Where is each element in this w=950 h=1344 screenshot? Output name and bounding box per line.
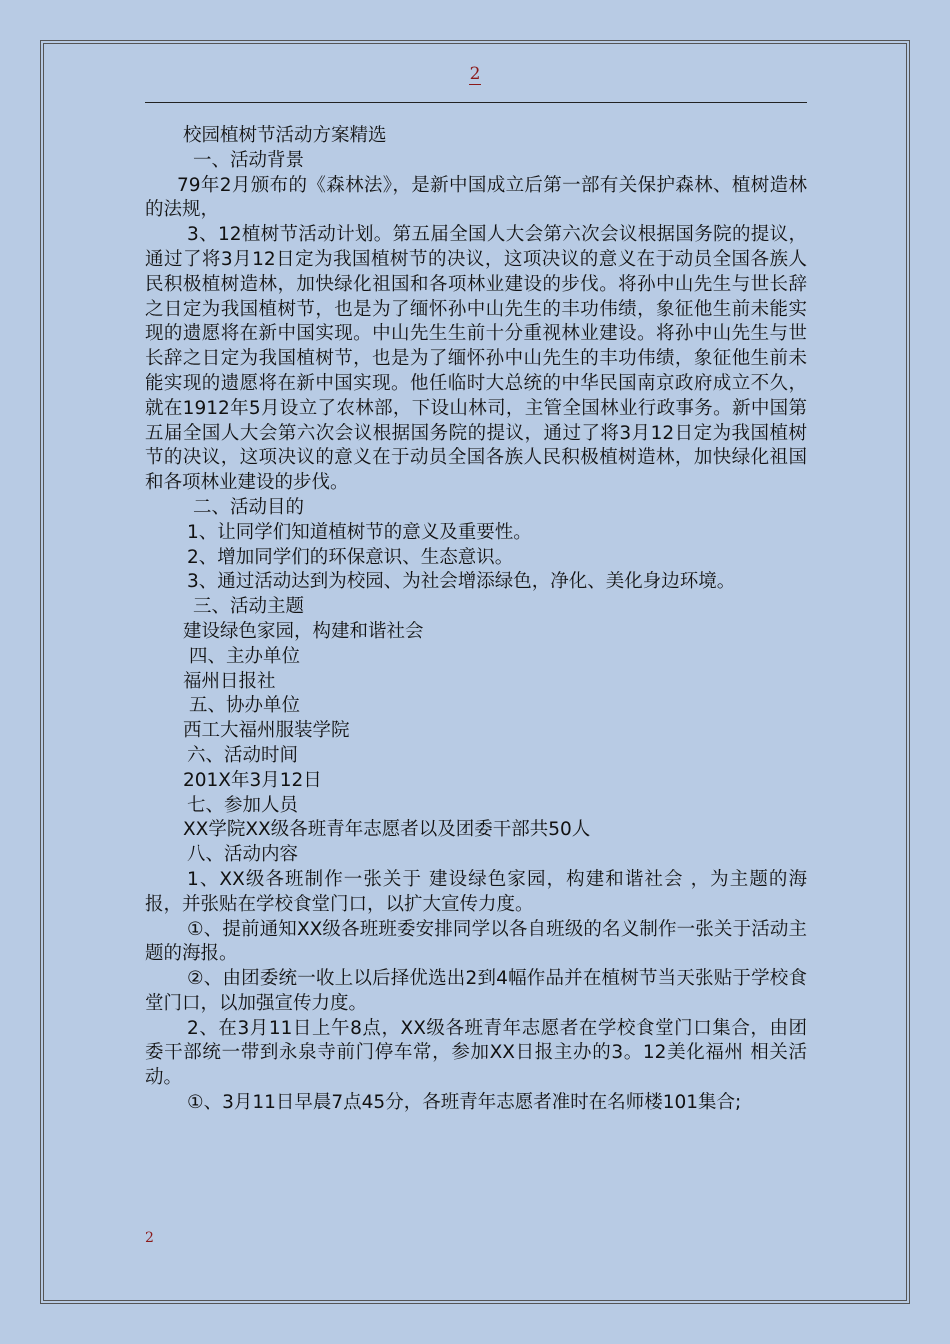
header-page-number: 2 (469, 64, 481, 84)
paragraph: 八、活动内容 (187, 844, 299, 866)
paragraph: 一、活动背景 (193, 149, 305, 171)
paragraph: 1、让同学们知道植树节的意义及重要性。 (187, 521, 532, 543)
footer-page-number: 2 (145, 1230, 154, 1246)
paragraph: ①、3月11日早晨7点45分，各班青年志愿者准时在名师楼101集合; (187, 1092, 742, 1114)
paragraph: 3、12植树节活动计划。第五届全国人大会第六次会议根据国务院的提议，通过了将3月12日定为我国植树节的决议，这项决议的意义在于动员全国各族人民积极植树造林，加快绿化祖国和各项林业建设的步伐。将孙中山先生与世长辞之日定为我国植树节，也是为了缅怀孙中山先生的丰功伟绩，象征他生前未能实现的遗愿将在新中国实现。中山先生生前十分重视林业建设。将孙中山先生与世长辞之日定为我国植树节，也是为了缅怀孙中山先生的丰功伟绩，象征他生前未能实现的遗愿将在新中国实现。他任临时大总统的中华民国南京政府成立不久，就在1912年5月设立了农林部，下设山林司，主管全国林业行政事务。新中国第五届全国人大会第六次会议根据国务院的提议，通过了将3月12日定为我国植树节的决议，这项决议的意义在于动员全国各族人民积极植树造林，加快绿化祖国和各项林业建设的步伐。 (145, 224, 807, 494)
paragraph: 1、XX级各班制作一张关于 建设绿色家园，构建和谐社会 ，为主题的海报，并张贴在学校食堂门口，以扩大宣传力度。 (145, 868, 807, 915)
paragraph: 3、通过活动达到为校园、为社会增添绿色，净化、美化身边环境。 (187, 571, 736, 593)
document-body (145, 124, 807, 1116)
paragraph: 2、在3月11日上午8点，XX级各班青年志愿者在学校食堂门口集合，由团委干部统一带到永泉寺前门停车常，参加XX日报主办的3。12美化福州 相关活动。 (145, 1017, 807, 1089)
paragraph: ②、由团委统一收上以后择优选出2到4幅作品并在植树节当天张贴于学校食堂门口，以加强宣传力度。 (145, 968, 807, 1014)
paragraph: XX学院XX级各班青年志愿者以及团委干部共50人 (183, 819, 591, 841)
paragraph: 七、参加人员 (187, 794, 299, 816)
paragraph: 二、活动目的 (193, 496, 305, 518)
paragraph: 79年2月颁布的《森林法》，是新中国成立后第一部有关保护森林、植树造林的法规， (145, 174, 807, 221)
paragraph: 建设绿色家园，构建和谐社会 (183, 620, 424, 642)
paragraph: 201X年3月12日 (183, 769, 322, 791)
paragraph: 福州日报社 (183, 670, 276, 692)
paragraph: 西工大福州服装学院 (183, 720, 350, 742)
paragraph: 六、活动时间 (187, 744, 299, 766)
paragraph: 三、活动主题 (193, 596, 305, 618)
paragraph: 五、协办单位 (189, 695, 301, 717)
paragraph: 2、增加同学们的环保意识、生态意识。 (187, 546, 514, 568)
paragraph: ①、提前通知XX级各班班委安排同学以各自班级的名义制作一张关于活动主题的海报。 (145, 918, 807, 965)
paragraph: 四、主办单位 (189, 645, 301, 667)
header-rule (145, 102, 807, 103)
paragraph: 校园植树节活动方案精选 (183, 125, 387, 146)
